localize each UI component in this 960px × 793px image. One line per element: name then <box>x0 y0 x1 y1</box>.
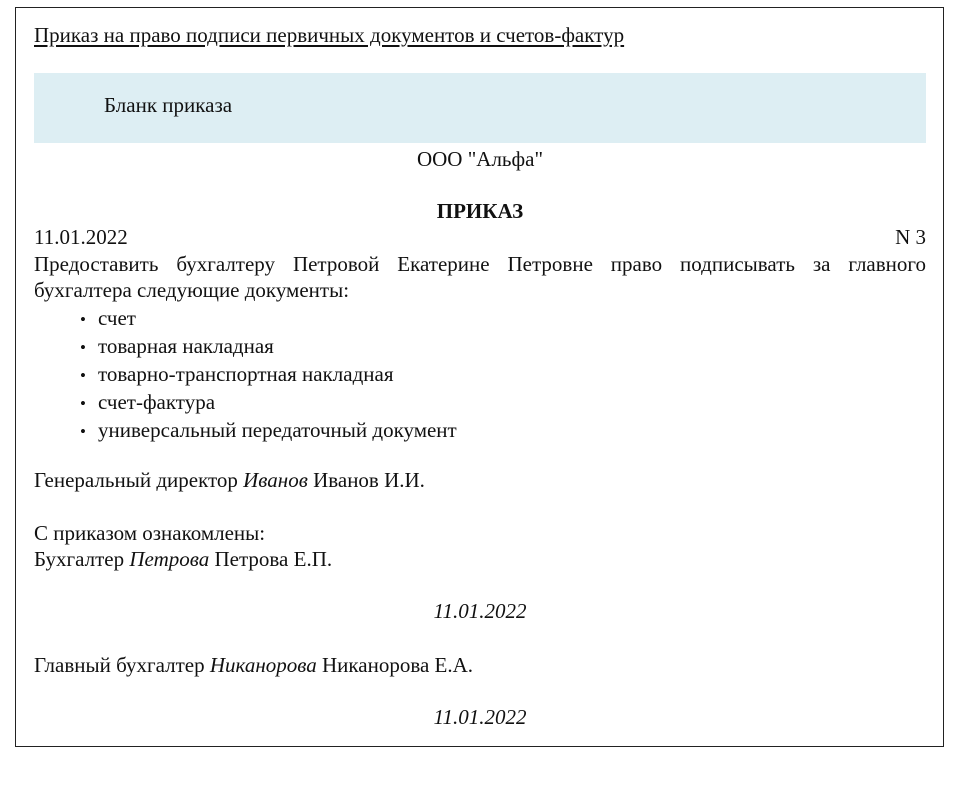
list-item-label: счет <box>98 306 136 330</box>
bullet-icon: • <box>80 394 86 413</box>
bullet-icon: • <box>80 422 86 441</box>
chief-accountant-sign-date: 11.01.2022 <box>433 705 527 729</box>
director-name: Иванов И.И. <box>313 468 425 492</box>
bullet-icon: • <box>80 366 86 385</box>
document-title: Приказ на право подписи первичных документов и счетов-фактур <box>34 23 625 47</box>
accountant-signature-line <box>34 546 332 572</box>
bullet-icon: • <box>80 338 86 357</box>
order-paragraph: Предоставить бухгалтеру Петровой Екатерине Петровне право подписывать за главного бухгалтера следующие документы: <box>34 252 926 302</box>
chief-accountant-position: Главный бухгалтер <box>34 653 205 677</box>
form-band-label: Бланк приказа <box>104 93 233 117</box>
order-number: N 3 <box>895 225 926 249</box>
organization-name: ООО "Альфа" <box>416 147 544 171</box>
list-item <box>80 416 457 444</box>
chief-accountant-signature-line <box>34 652 473 678</box>
director-signature-line <box>34 467 425 493</box>
director-signature: Иванов <box>243 468 308 492</box>
director-position: Генеральный директор <box>34 468 238 492</box>
accountant-sign-date: 11.01.2022 <box>433 599 527 623</box>
bullet-icon: • <box>80 310 86 329</box>
acknowledged-label: С приказом ознакомлены: <box>34 521 266 545</box>
chief-accountant-signature: Никанорова <box>209 653 317 677</box>
documents-list <box>80 304 457 444</box>
list-item <box>80 360 457 388</box>
list-item <box>80 332 457 360</box>
list-item-label: товарно-транспортная накладная <box>98 362 394 386</box>
order-heading: ПРИКАЗ <box>436 199 524 223</box>
list-item <box>80 304 457 332</box>
list-item <box>80 388 457 416</box>
list-item-label: универсальный передаточный документ <box>98 418 457 442</box>
order-date: 11.01.2022 <box>34 225 128 249</box>
list-item-label: счет-фактура <box>98 390 216 414</box>
list-item-label: товарная накладная <box>98 334 274 358</box>
accountant-name: Петрова Е.П. <box>214 547 333 571</box>
accountant-position: Бухгалтер <box>34 547 125 571</box>
chief-accountant-name: Никанорова Е.А. <box>321 653 474 677</box>
accountant-signature: Петрова <box>129 547 210 571</box>
